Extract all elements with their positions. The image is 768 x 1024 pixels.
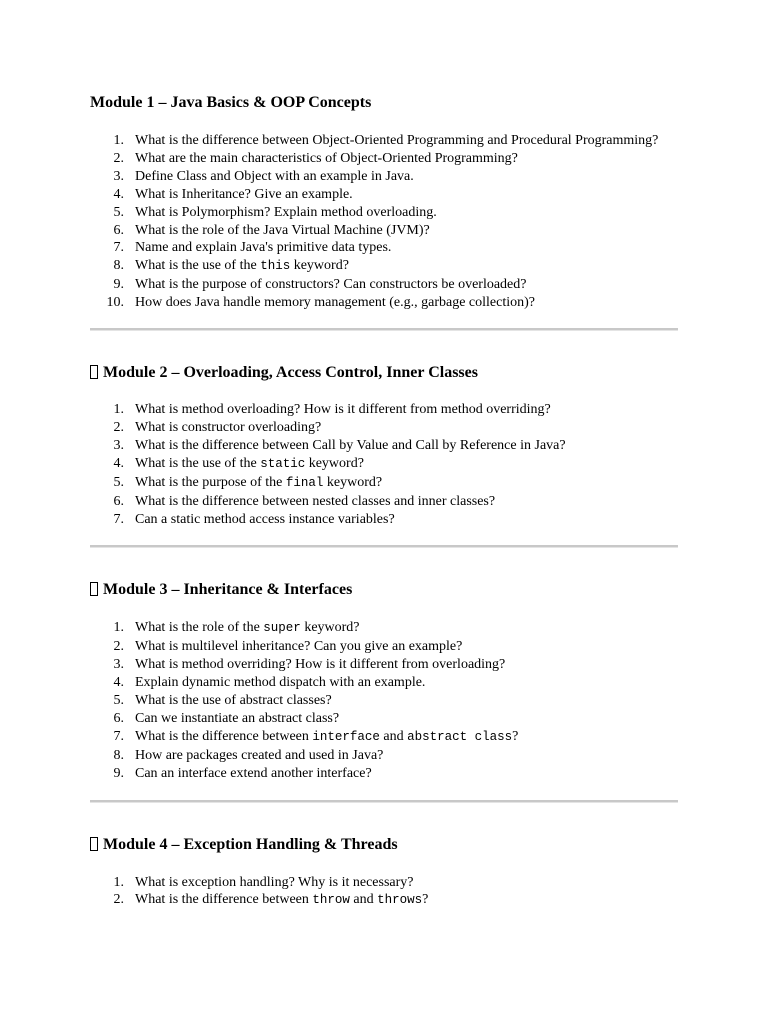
module-3-title: Module 3 – Inheritance & Interfaces [103,581,353,599]
question-item [90,257,678,276]
question-item [90,437,678,455]
question-item [90,638,678,656]
question-number: 7. [113,728,124,744]
question-number: 4. [113,186,124,202]
question-text: What is exception handling? Why is it necessary? [135,874,414,890]
question-item [90,692,678,710]
question-text: Can an interface extend another interface? [135,765,372,781]
question-text: What is multilevel inheritance? Can you give an example? [135,639,463,655]
question-item [90,765,678,783]
question-item [90,222,678,240]
question-number: 2. [113,892,124,908]
question-number: 10. [106,295,124,311]
question-item [90,168,678,186]
question-item [90,747,678,765]
code-keyword: super [263,621,301,636]
question-text: What is Inheritance? Give an example. [135,186,353,202]
code-keyword: abstract class [407,729,513,744]
question-text: and [349,892,378,908]
question-text: What is Polymorphism? Explain method overloading. [135,204,437,220]
question-item [90,294,678,312]
question-item [90,493,678,511]
question-number: 6. [113,710,124,726]
question-text: What is the use of the [135,258,261,274]
question-number: 1. [113,402,124,418]
question-text: How are packages created and used in Java? [135,747,384,763]
question-item [90,710,678,728]
question-item [90,186,678,204]
question-text: Can a static method access instance variables? [135,511,395,527]
question-text: keyword? [305,455,364,471]
question-item [90,401,678,419]
question-item [90,728,678,747]
missing-emoji-glyph-icon [90,582,98,596]
question-number: 5. [113,474,124,490]
question-item [90,419,678,437]
question-item [90,132,678,150]
question-text: What is the role of the Java Virtual Machine (JVM)? [135,222,430,238]
question-text: keyword? [323,474,383,490]
question-text: keyword? [300,620,360,636]
question-number: 2. [113,419,124,435]
question-text: What is the difference between Object-Oriented Programming and Procedural Programming? [135,133,659,148]
question-item [90,891,678,910]
question-number: 8. [113,258,124,274]
question-text: What is the difference between nested classes and inner classes? [135,493,496,509]
question-text: How does Java handle memory management (e.g., garbage collection)? [135,295,536,311]
module-4-title: Module 4 – Exception Handling & Threads [103,835,398,853]
question-item [90,874,678,892]
question-text: What is the use of abstract classes? [135,693,332,709]
question-number: 1. [113,620,124,636]
section-divider [90,800,678,803]
question-text: Can we instantiate an abstract class? [135,710,340,726]
question-item [90,656,678,674]
code-keyword: static [260,456,306,471]
question-text: ? [422,892,429,908]
question-number: 6. [113,222,124,238]
question-item [90,150,678,168]
question-text: What is the purpose of constructors? Can constructors be overloaded? [135,277,527,293]
question-number: 4. [113,675,124,691]
question-number: 5. [113,204,124,220]
question-number: 3. [113,437,124,453]
section-divider [90,545,678,548]
question-number: 2. [113,150,124,166]
module-1-title: Module 1 – Java Basics & OOP Concepts [90,94,372,111]
question-number: 7. [113,511,124,527]
question-item [90,474,678,493]
question-text: Explain dynamic method dispatch with an example. [135,675,426,691]
code-keyword: throw [312,893,350,908]
document-content [90,93,678,910]
code-keyword: final [285,475,324,490]
question-text: What is the difference between [135,728,313,744]
question-number: 5. [113,693,124,709]
question-item [90,276,678,294]
question-item [90,674,678,692]
question-item [90,239,678,257]
question-item [90,204,678,222]
missing-emoji-glyph-icon [90,837,98,851]
module-2-heading [90,363,678,383]
question-number: 8. [113,747,124,763]
question-number: 6. [113,493,124,509]
question-text: Define Class and Object with an example in Java. [135,168,414,184]
question-text: Name and explain Java's primitive data types. [135,240,392,256]
code-keyword: interface [312,729,380,744]
question-number: 4. [113,455,124,471]
question-text: What is method overriding? How is it different from overloading? [135,657,506,673]
question-number: 3. [113,168,124,184]
question-number: 9. [113,765,124,781]
question-text: What is the difference between Call by Value and Call by Reference in Java? [135,437,566,453]
module-2-title: Module 2 – Overloading, Access Control, Inner Classes [103,364,478,382]
module-1-heading [90,93,678,113]
question-number: 3. [113,657,124,673]
code-keyword: this [260,259,291,274]
missing-emoji-glyph-icon [90,365,98,379]
question-item [90,619,678,638]
question-text: What is method overloading? How is it different from method overriding? [135,402,551,418]
module-3-question-list [90,619,678,782]
question-number: 2. [113,639,124,655]
code-keyword: throws [377,893,423,908]
question-number: 1. [113,133,124,148]
question-text: What is the purpose of the [135,474,286,490]
module-2-question-list [90,401,678,528]
question-number: 1. [113,874,124,890]
question-text: What is the role of the [135,620,264,636]
question-number: 7. [113,240,124,256]
question-number: 9. [113,277,124,293]
question-text: and [379,728,408,744]
module-1-question-list [90,132,678,312]
question-text: What is the use of the [135,455,261,471]
question-item [90,511,678,529]
module-4-question-list [90,874,678,911]
module-3-heading [90,580,678,600]
question-text: keyword? [290,258,349,274]
question-text: What is the difference between [135,892,313,908]
question-text: What is constructor overloading? [135,419,322,435]
question-text: What are the main characteristics of Object-Oriented Programming? [135,150,518,166]
module-4-heading [90,835,678,855]
question-text: ? [512,728,519,744]
section-divider [90,328,678,331]
question-item [90,455,678,474]
